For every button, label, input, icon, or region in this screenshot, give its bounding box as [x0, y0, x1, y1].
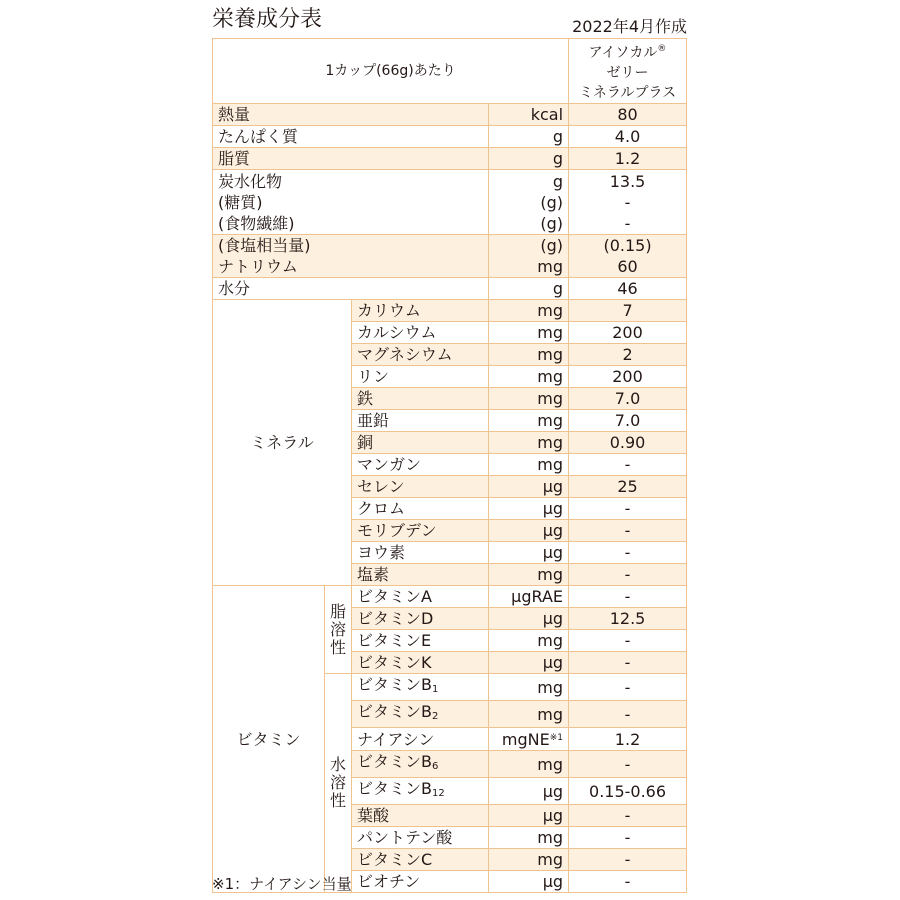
nutrient-value: - [569, 674, 687, 701]
nutrient-value: - [569, 454, 687, 476]
nutrient-label: 水分 [213, 278, 489, 300]
nutrient-value: 0.90 [569, 432, 687, 454]
nutrient-value: - [569, 498, 687, 520]
product-name-line1: アイソカル [588, 45, 658, 61]
nutrient-value: - [624, 192, 631, 212]
nutrient-label: たんぱく質 [213, 126, 489, 148]
table-row [213, 148, 687, 170]
nutrient-label: ビオチン [352, 871, 489, 893]
nutrient-unit: (g) [540, 213, 564, 233]
nutrient-label: ビタミンD [352, 608, 489, 630]
nutrient-label: (食塩相当量) [218, 236, 311, 255]
nutrient-value: - [569, 701, 687, 728]
nutrient-label: カリウム [352, 300, 489, 322]
table-row [213, 278, 687, 300]
table-row-salt [213, 235, 687, 278]
nutrient-label-text: ビタミンB [357, 779, 432, 798]
nutrient-unit: mg [489, 322, 569, 344]
nutrient-value: (0.15) [603, 236, 652, 255]
nutrient-value: 60 [617, 257, 638, 276]
nutrient-value: 80 [569, 104, 687, 126]
nutrient-label-subscript: 12 [431, 788, 445, 799]
nutrient-label: ビタミンE [352, 630, 489, 652]
nutrient-label: 葉酸 [352, 805, 489, 827]
table-row [213, 300, 687, 322]
per-serving-label: 1カップ(66g)あたり [213, 39, 569, 104]
nutrient-label: ビタミンK [352, 652, 489, 674]
nutrient-label: ビタミンA [352, 586, 489, 608]
nutrient-label: 熱量 [213, 104, 489, 126]
nutrient-unit: (g) [540, 192, 564, 212]
nutrient-unit: mg [489, 674, 569, 701]
nutrient-unit: (g) [540, 236, 564, 255]
nutrient-value: - [569, 630, 687, 652]
nutrient-label-subscript: 2 [431, 711, 439, 722]
nutrient-value: - [569, 652, 687, 674]
nutrient-unit: μg [489, 805, 569, 827]
nutrient-label-subscript: 6 [431, 761, 439, 772]
nutrient-value: 2 [569, 344, 687, 366]
nutrient-unit: μg [489, 476, 569, 498]
table-row [213, 126, 687, 148]
nutrient-label-text: ビタミンB [357, 752, 432, 771]
nutrient-label: 脂質 [213, 148, 489, 170]
header-row [213, 39, 687, 104]
nutrient-label: 鉄 [352, 388, 489, 410]
product-name [569, 39, 687, 104]
nutrient-label [352, 701, 489, 728]
vitamin-group-label: ビタミン [213, 586, 325, 893]
nutrient-value: 13.5 [609, 171, 646, 191]
nutrient-label: パントテン酸 [352, 827, 489, 849]
nutrient-unit: mg [489, 432, 569, 454]
nutrient-value: 1.2 [569, 728, 687, 751]
nutrient-unit: mg [489, 454, 569, 476]
nutrient-unit: mg [489, 751, 569, 778]
nutrient-unit: μg [489, 778, 569, 805]
fat-soluble-label [325, 586, 352, 674]
nutrient-value: 4.0 [569, 126, 687, 148]
nutrient-label [352, 778, 489, 805]
nutrient-value: 0.15-0.66 [569, 778, 687, 805]
nutrient-value: 46 [569, 278, 687, 300]
nutrient-unit [489, 728, 569, 751]
nutrient-value: 200 [569, 366, 687, 388]
nutrient-unit: g [489, 126, 569, 148]
nutrient-value: - [569, 564, 687, 586]
nutrient-unit: mg [489, 300, 569, 322]
nutrient-label: 塩素 [352, 564, 489, 586]
nutrient-value: 1.2 [569, 148, 687, 170]
nutrient-label: モリブデン [352, 520, 489, 542]
nutrient-value: - [569, 849, 687, 871]
nutrient-value: 7.0 [569, 388, 687, 410]
nutrient-value: 7 [569, 300, 687, 322]
nutrient-value: 7.0 [569, 410, 687, 432]
nutrient-label: マンガン [352, 454, 489, 476]
nutrient-label: 亜鉛 [352, 410, 489, 432]
nutrient-label: カルシウム [352, 322, 489, 344]
nutrient-unit-group [489, 170, 569, 235]
nutrient-label: セレン [352, 476, 489, 498]
nutrient-unit: μg [489, 520, 569, 542]
product-name-line2: ゼリー [606, 65, 649, 81]
table-row-carbohydrate [213, 170, 687, 235]
creation-date: 2022年4月作成 [572, 17, 687, 36]
nutrient-label: クロム [352, 498, 489, 520]
nutrient-unit: μg [489, 871, 569, 893]
nutrient-unit: mg [537, 257, 564, 276]
nutrient-unit: g [489, 278, 569, 300]
nutrient-label-group [213, 170, 489, 235]
page-title: 栄養成分表 [212, 7, 323, 32]
nutrient-label: マグネシウム [352, 344, 489, 366]
footnote: ※1：ナイアシン当量 [212, 875, 352, 893]
nutrient-unit: μg [489, 542, 569, 564]
nutrient-value: - [569, 542, 687, 564]
nutrient-value: 200 [569, 322, 687, 344]
fat-soluble-text: 脂溶性 [330, 601, 347, 657]
nutrient-unit: g [552, 171, 564, 191]
nutrient-unit: g [489, 148, 569, 170]
nutrient-label-text: ビタミンB [357, 702, 432, 721]
nutrition-table [212, 38, 687, 893]
nutrient-unit: μgRAE [489, 586, 569, 608]
nutrient-label: ビタミンC [352, 849, 489, 871]
nutrient-unit: mg [489, 849, 569, 871]
nutrient-label-subscript: 1 [431, 684, 439, 695]
nutrient-unit-group [489, 235, 569, 278]
nutrient-value: - [569, 805, 687, 827]
nutrient-value: - [624, 213, 631, 233]
table-row [213, 104, 687, 126]
product-name-line3: ミネラルプラス [578, 85, 677, 101]
nutrient-value: - [569, 586, 687, 608]
nutrient-label [352, 674, 489, 701]
nutrient-unit: μg [489, 498, 569, 520]
nutrient-value-group [569, 170, 687, 235]
nutrient-label: 銅 [352, 432, 489, 454]
nutrient-unit: μg [489, 652, 569, 674]
water-soluble-label [325, 674, 352, 893]
nutrient-unit: mg [489, 410, 569, 432]
nutrient-label: リン [352, 366, 489, 388]
nutrient-value: - [569, 751, 687, 778]
footnote-marker: ※1 [549, 733, 564, 743]
nutrient-unit: mg [489, 366, 569, 388]
nutrient-unit: mg [489, 827, 569, 849]
nutrient-value: - [569, 520, 687, 542]
nutrient-label-group [213, 235, 489, 278]
nutrient-label: ナトリウム [218, 257, 298, 276]
water-soluble-text: 水溶性 [330, 755, 347, 810]
nutrient-unit: mg [489, 630, 569, 652]
nutrient-unit: mg [489, 344, 569, 366]
nutrient-value: 25 [569, 476, 687, 498]
nutrient-unit: mg [489, 701, 569, 728]
nutrient-value: - [569, 871, 687, 893]
nutrient-label: ナイアシン [352, 728, 489, 751]
nutrient-label: ヨウ素 [352, 542, 489, 564]
nutrient-value-group [569, 235, 687, 278]
nutrient-unit-text: mgNE [501, 730, 550, 749]
nutrient-label: (食物繊維) [218, 213, 295, 233]
nutrient-value: 12.5 [569, 608, 687, 630]
nutrient-unit: mg [489, 564, 569, 586]
table-row [213, 586, 687, 608]
registered-mark: ® [657, 44, 667, 54]
nutrient-unit: mg [489, 388, 569, 410]
nutrient-unit: μg [489, 608, 569, 630]
nutrient-unit: kcal [489, 104, 569, 126]
mineral-group-label: ミネラル [213, 300, 352, 586]
nutrient-value: - [569, 827, 687, 849]
nutrient-label-text: ビタミンB [357, 675, 432, 694]
nutrient-label: (糖質) [218, 192, 263, 212]
nutrient-label: 炭水化物 [218, 171, 283, 191]
nutrient-label [352, 751, 489, 778]
